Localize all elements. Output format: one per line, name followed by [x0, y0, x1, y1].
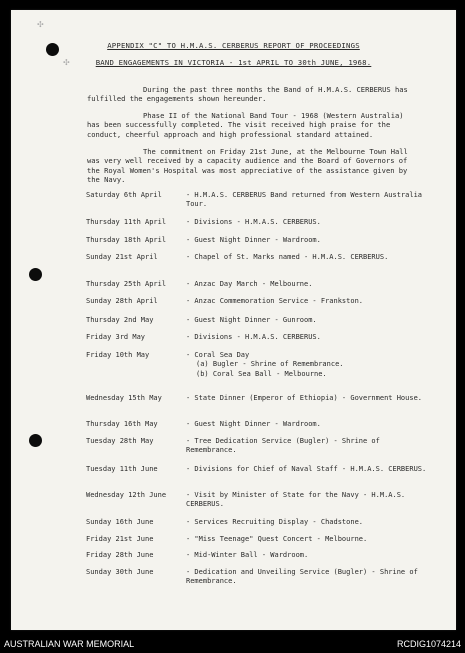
engagement-event — [186, 333, 431, 342]
footer-record-id: RCDIG1074214 — [396, 639, 461, 649]
engagement-event — [186, 316, 431, 325]
engagement-event-text: - Coral Sea Day — [186, 351, 250, 359]
engagement-event — [186, 297, 431, 306]
engagement-event-text: - H.M.A.S. CERBERUS Band returned from Western Australia Tour. — [186, 191, 423, 209]
stain-mark-icon: ✣ — [37, 20, 44, 29]
engagement-event-text: - Tree Dedication Service (Bugler) - Shrine of Remembrance. — [186, 437, 380, 455]
engagement-event-text: - Anzac Day March - Melbourne. — [186, 280, 313, 288]
engagement-event — [186, 551, 431, 560]
engagement-event-text: - Divisions - H.M.A.S. CERBERUS. — [186, 218, 321, 226]
engagement-event — [186, 535, 431, 544]
engagement-event-text: - Chapel of St. Marks named - H.M.A.S. CERBERUS. — [186, 253, 389, 261]
band-engagements-heading: BAND ENGAGEMENTS IN VICTORIA - 1st APRIL TO 30th JUNE, 1968. — [95, 58, 372, 67]
engagement-event-text: - Anzac Commemoration Service - Frankston. — [186, 297, 364, 305]
engagement-event-text: - "Miss Teenage" Quest Concert - Melbourne. — [186, 535, 368, 543]
engagement-date: Thursday 11th April — [86, 218, 167, 226]
engagement-event-text: - Services Recruiting Display - Chadstone. — [186, 518, 364, 526]
engagement-date: Friday 28th June — [86, 551, 154, 559]
engagement-event-text: - Guest Night Dinner - Wardroom. — [186, 420, 321, 428]
engagement-event — [186, 465, 431, 474]
engagement-date: Sunday 28th April — [86, 297, 158, 305]
engagement-event — [186, 191, 431, 210]
engagement-event-text: - Divisions for Chief of Naval Staff - H.M.A.S. CERBERUS. — [186, 465, 427, 473]
punch-hole-bottom — [29, 434, 42, 447]
engagement-event — [186, 253, 431, 262]
engagement-date: Wednesday 15th May — [86, 394, 162, 402]
punch-hole-middle — [29, 268, 42, 281]
intro-paragraph: During the past three months the Band of H.M.A.S. CERBERUS has fulfilled the engagements shown hereunder. — [87, 85, 408, 104]
engagement-event-text: - Visit by Minister of State for the Navy - H.M.A.S. CERBERUS. — [186, 491, 406, 509]
footer-source: AUSTRALIAN WAR MEMORIAL — [4, 639, 135, 649]
engagement-event — [186, 218, 431, 227]
footer-bar — [0, 636, 465, 653]
engagement-date: Tuesday 28th May — [86, 437, 154, 445]
document-page — [11, 10, 456, 630]
engagement-event-text: - Guest Night Dinner - Wardroom. — [186, 236, 321, 244]
engagement-event — [186, 351, 431, 379]
engagement-event-text: - Mid-Winter Ball - Wardroom. — [186, 551, 309, 559]
engagement-sub-item: (b) Coral Sea Ball - Melbourne. — [196, 369, 327, 378]
engagement-date: Friday 21st June — [86, 535, 154, 543]
engagement-date: Thursday 16th May — [86, 420, 158, 428]
engagement-date: Thursday 18th April — [86, 236, 167, 244]
town-hall-paragraph: The commitment on Friday 21st June, at the Melbourne Town Hall was very well received by a capacity audience and the Board of Governors of the Royal Women's Hospital was most appreciative of the assistance given by the Navy. — [87, 147, 408, 185]
engagement-date: Sunday 30th June — [86, 568, 154, 576]
engagement-date: Friday 3rd May — [86, 333, 146, 341]
engagement-event — [186, 437, 431, 456]
engagement-date: Friday 10th May — [86, 351, 150, 359]
engagement-event — [186, 280, 431, 289]
engagement-date: Sunday 21st April — [86, 253, 158, 261]
engagement-event — [186, 394, 431, 403]
engagement-event-text: - Guest Night Dinner - Gunroom. — [186, 316, 317, 324]
stain-mark-icon: ✣ — [63, 58, 70, 67]
engagement-date: Thursday 2nd May — [86, 316, 154, 324]
engagement-date: Wednesday 12th June — [86, 491, 167, 499]
engagement-date: Saturday 6th April — [86, 191, 162, 199]
engagement-event — [186, 420, 431, 429]
engagement-event-text: - Dedication and Unveiling Service (Bugler) - Shrine of Remembrance. — [186, 568, 418, 586]
engagement-event-text: - Divisions - H.M.A.S. CERBERUS. — [186, 333, 321, 341]
engagement-sub-item: (a) Bugler - Shrine of Remembrance. — [196, 360, 344, 369]
engagement-event — [186, 236, 431, 245]
engagement-event — [186, 568, 431, 587]
appendix-heading: APPENDIX "C" TO H.M.A.S. CERBERUS REPORT OF PROCEEDINGS — [107, 41, 360, 50]
engagement-date: Sunday 16th June — [86, 518, 154, 526]
engagement-event — [186, 518, 431, 527]
engagement-event-text: - State Dinner (Emperor of Ethiopia) - Government House. — [186, 394, 423, 402]
engagement-event — [186, 491, 431, 510]
engagement-date: Thursday 25th April — [86, 280, 167, 288]
tour-paragraph: Phase II of the National Band Tour - 1968 (Western Australia) has been successfully completed. The visit received high praise for the conduct, cheerful approach and high professional standard attained. — [87, 111, 404, 139]
engagement-date: Tuesday 11th June — [86, 465, 158, 473]
